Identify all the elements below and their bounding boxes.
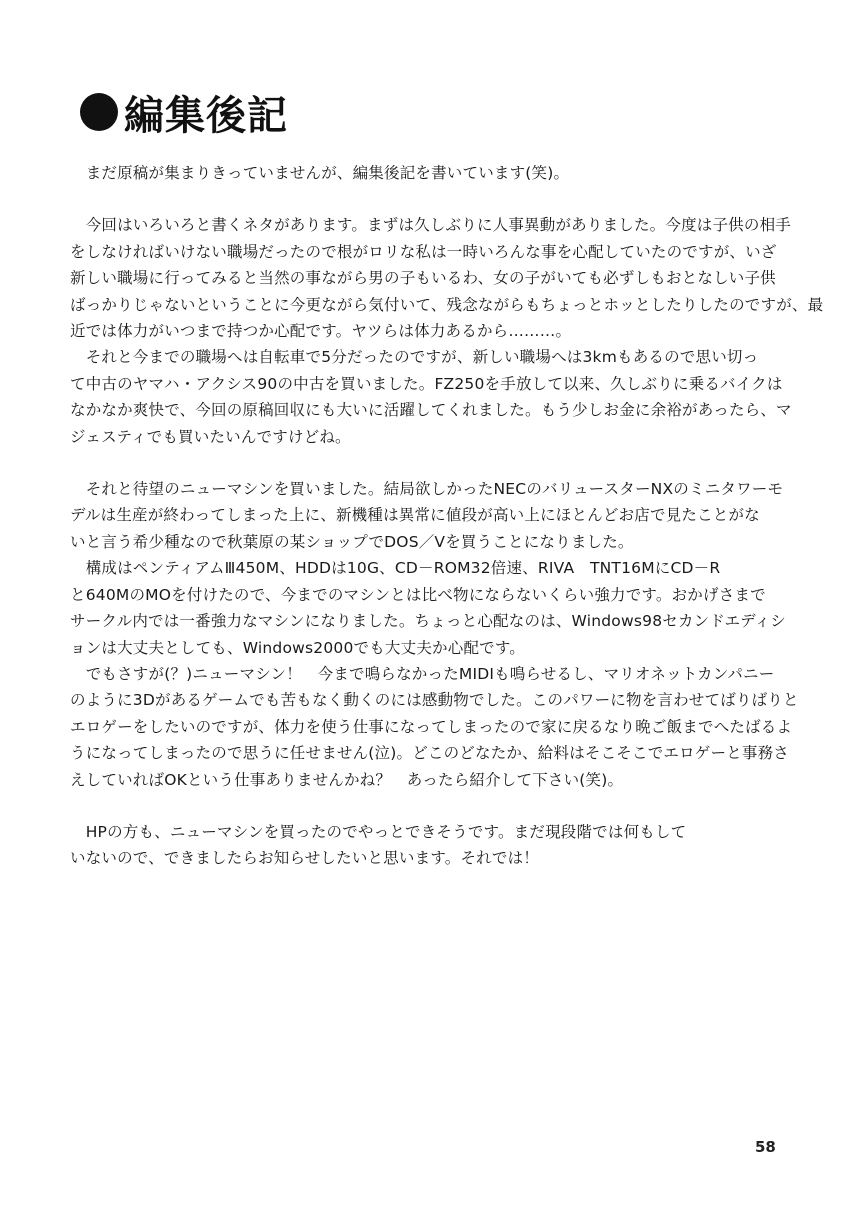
- bullet-circle-icon: [80, 93, 118, 131]
- text-line: いと言う希少種なので秋葉原の某ショップでDOS／Vを買うことになりました。: [70, 532, 634, 551]
- text-line: 近では体力がいつまで持つか心配です。ヤツらは体力あるから………。: [70, 322, 572, 341]
- text-line: エロゲーをしたいのですが、体力を使う仕事になってしまったので家に戻るなり晩ご飯までへたばるよ: [70, 717, 793, 736]
- text-line: ばっかりじゃないということに今更ながら気付いて、残念ながらもちょっとホッとしたりしたのですが、最: [70, 295, 824, 314]
- text-line: まだ原稿が集まりきっていませんが、編集後記を書いています(笑)。: [70, 164, 570, 182]
- text-line: うになってしまったので思うに任せません(泣)。どこのどなたか、給料はそこそこでエロゲーと事務さ: [70, 744, 789, 763]
- text-line: 新しい職場に行ってみると当然の事ながら男の子もいるわ、女の子がいても必ずしもおとなしい子供: [70, 269, 776, 288]
- text-line: HPの方も、ニューマシンを買ったのでやっとできそうです。まだ現段階では何もして: [70, 822, 687, 841]
- paragraph-job-and-bike: [70, 212, 824, 450]
- text-line: デルは生産が終わってしまった上に、新機種は異常に値段が高い上にほとんどお店で見たことがな: [70, 506, 760, 525]
- text-line: て中古のヤマハ・アクシス90の中古を買いました。FZ250を手放して以来、久しぶりに乗るバイクは: [70, 374, 783, 393]
- text-line: えしていればOKという仕事ありませんかね？ あったら紹介して下さい(笑)。: [70, 770, 624, 789]
- text-line: いないので、できましたらお知らせしたいと思います。それでは！: [70, 849, 539, 868]
- text-line: それと今までの職場へは自転車で5分だったのですが、新しい職場へは3kmもあるので思い切っ: [70, 348, 759, 367]
- text-line: 今回はいろいろと書くネタがあります。まずは久しぶりに人事異動がありました。今度は子供の相手: [70, 216, 791, 235]
- text-line: ョンは大丈夫としても、Windows2000でも大丈夫か心配です。: [70, 638, 525, 657]
- page-number: 58: [755, 1138, 776, 1156]
- text-line: サークル内では一番強力なマシンになりました。ちょっと心配なのは、Windows98セカンドエディシ: [70, 612, 787, 631]
- article-body: [70, 160, 824, 872]
- text-line: と640MのMOを付けたので、今までのマシンとは比べ物にならないくらい強力です。おかげさまで: [70, 585, 766, 604]
- paragraph-new-machine: [70, 476, 799, 793]
- text-line: ジェスティでも買いたいんですけどね。: [70, 427, 351, 446]
- text-line: をしなければいけない職場だったので根がロリな私は一時いろんな事を心配していたのですが、いざ: [70, 242, 777, 261]
- paragraph-homepage: [70, 819, 786, 872]
- text-line: のように3Dがあるゲームでも苦もなく動くのには感動物でした。このパワーに物を言わせてばりばりと: [70, 691, 799, 710]
- paragraph-intro: [70, 160, 786, 186]
- section-heading: [80, 82, 288, 142]
- text-line: なかなか爽快で、今回の原稿回収にも大いに活躍してくれました。もう少しお金に余裕があったら、マ: [70, 401, 792, 420]
- page-title: 編集後記: [124, 92, 288, 139]
- text-line: 構成はペンティアムⅢ450M、HDDは10G、CD－ROM32倍速、RIVA TNT16MにCD－R: [70, 559, 721, 578]
- text-line: でもさすが(？)ニューマシン！ 今まで鳴らなかったMIDIも鳴らせるし、マリオネットカンパニー: [70, 664, 775, 683]
- text-line: それと待望のニューマシンを買いました。結局欲しかったNECのバリュースターNXのミニタワーモ: [70, 480, 784, 499]
